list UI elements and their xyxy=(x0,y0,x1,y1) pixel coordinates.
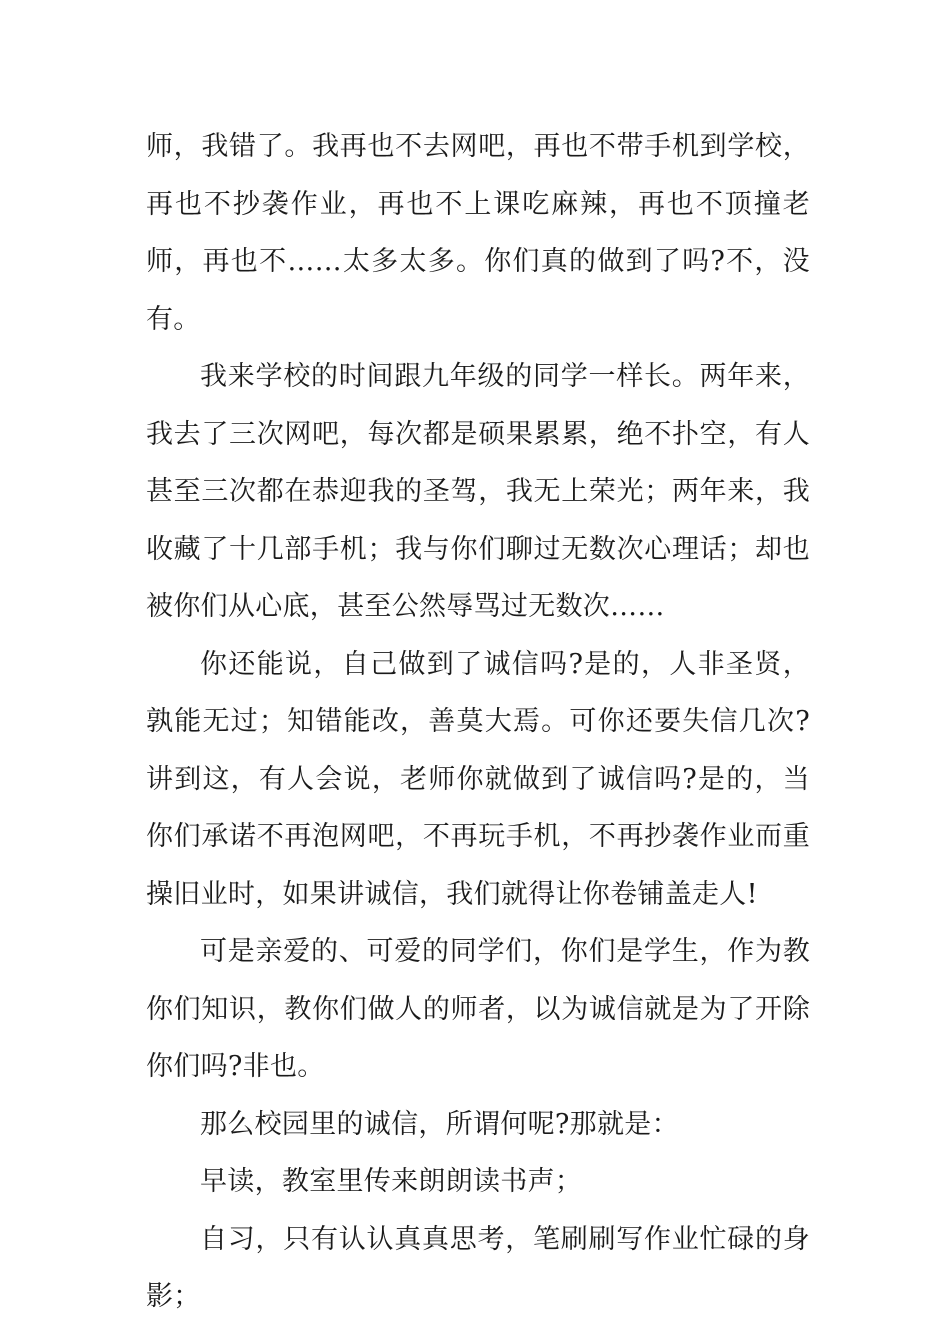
paragraph-self-study: 自习，只有认认真真思考，笔刷刷写作业忙碌的身影； xyxy=(146,1223,810,1312)
paragraph-dear-students: 可是亲爱的、可爱的同学们，你们是学生，作为教你们知识，教你们做人的师者，以为诚信就是为了开除你们吗?非也。 xyxy=(146,936,810,1082)
paragraph-continuation: 师，我错了。我再也不去网吧，再也不带手机到学校，再也不抄袭作业，再也不上课吃麻辣，再也不顶撞老师，再也不……太多太多。你们真的做到了吗?不，没有。 xyxy=(146,131,810,335)
paragraph-two-years: 我来学校的时间跟九年级的同学一样长。两年来，我去了三次网吧，每次都是硕果累累，绝不扑空，有人甚至三次都在恭迎我的圣驾，我无上荣光；两年来，我收藏了十几部手机；我与你们聊过无数次心理话；却也被你们从心底，甚至公然辱骂过无数次…… xyxy=(146,361,810,622)
paragraph-morning-reading: 早读，教室里传来朗朗读书声； xyxy=(200,1166,583,1197)
paragraph-campus-integrity: 那么校园里的诚信，所谓何呢?那就是： xyxy=(200,1108,679,1140)
paragraph-integrity-question: 你还能说，自己做到了诚信吗?是的，人非圣贤，孰能无过；知错能改，善莫大焉。可你还要失信几次?讲到这，有人会说，老师你就做到了诚信吗?是的，当你们承诺不再泡网吧，不再玩手机，不再抄袭作业而重操旧业时，如果讲诚信，我们就得让你卷铺盖走人! xyxy=(146,648,810,910)
document-body xyxy=(146,118,810,1326)
